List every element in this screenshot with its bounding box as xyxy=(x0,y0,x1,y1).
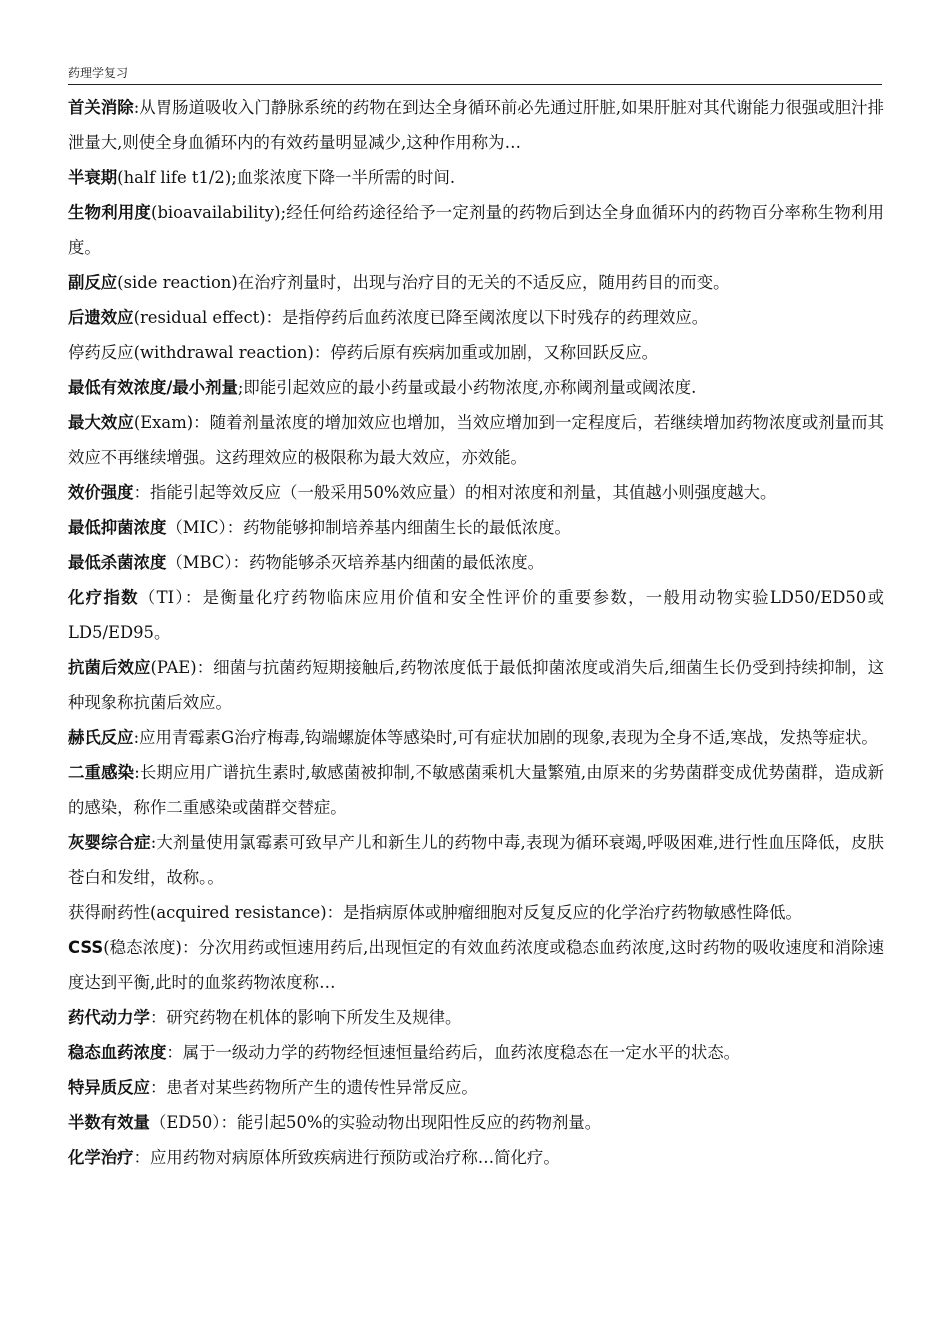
glossary-entry xyxy=(68,825,884,895)
entry-term: 半数有效量 xyxy=(68,1113,150,1132)
entry-definition: ：研究药物在机体的影响下所发生及规律。 xyxy=(149,1008,462,1027)
glossary-entry xyxy=(68,720,884,755)
entry-definition: (withdrawal reaction)：停药后原有疾病加重或加剧，又称回跃反应。 xyxy=(133,343,659,362)
entry-definition: (PAE)：细菌与抗菌药短期接触后,药物浓度低于最低抑菌浓度或消失后,细菌生长仍受到持续抑制，这种现象称抗菌后效应。 xyxy=(68,658,884,712)
glossary-content xyxy=(68,90,884,1175)
entry-term: 特异质反应 xyxy=(68,1078,150,1097)
entry-definition: (bioavailability);经任何给药途径给予一定剂量的药物后到达全身血循环内的药物百分率称生物利用度。 xyxy=(68,203,884,257)
entry-term: 半衰期 xyxy=(68,168,118,187)
glossary-entry xyxy=(68,265,884,300)
entry-definition: :大剂量使用氯霉素可致早产儿和新生儿的药物中毒,表现为循环衰竭,呼吸困难,进行性血压降低，皮肤苍白和发绀，故称。。 xyxy=(68,833,884,887)
entry-term: 副反应 xyxy=(68,273,118,292)
entry-term: 效价强度 xyxy=(68,483,134,502)
entry-definition: (Exam)：随着剂量浓度的增加效应也增加，当效应增加到一定程度后，若继续增加药物浓度或剂量而其效应不再继续增强。这药理效应的极限称为最大效应，亦效能。 xyxy=(68,413,885,467)
glossary-entry xyxy=(68,895,884,930)
glossary-entry xyxy=(68,195,884,265)
entry-definition: ：应用药物对病原体所致疾病进行预防或治疗称…简化疗。 xyxy=(133,1148,560,1167)
entry-term: 最低杀菌浓度 xyxy=(68,553,167,572)
entry-term: 化学治疗 xyxy=(68,1148,134,1167)
entry-definition: ：属于一级动力学的药物经恒速恒量给药后，血药浓度稳态在一定水平的状态。 xyxy=(166,1043,741,1062)
entry-definition: (residual effect)：是指停药后血药浓度已降至阈浓度以下时残存的药理效应。 xyxy=(133,308,709,327)
glossary-entry xyxy=(68,335,884,370)
glossary-entry xyxy=(68,930,884,1000)
entry-definition: :从胃肠道吸收入门静脉系统的药物在到达全身循环前必先通过肝脏,如果肝脏对其代谢能力很强或胆汁排泄量大,则使全身血循环内的有效药量明显减少,这种作用称为… xyxy=(68,98,884,152)
glossary-entry xyxy=(68,160,884,195)
glossary-entry xyxy=(68,475,884,510)
glossary-entry xyxy=(68,1070,884,1105)
entry-term: 最低有效浓度/最小剂量 xyxy=(68,378,238,397)
entry-definition: (half life t1/2);血浆浓度下降一半所需的时间. xyxy=(117,168,456,187)
entry-term: 二重感染 xyxy=(68,763,135,782)
glossary-entry xyxy=(68,300,884,335)
entry-definition: :应用青霉素G治疗梅毒,钩端螺旋体等感染时,可有症状加剧的现象,表现为全身不适,寒战，发热等症状。 xyxy=(133,728,878,747)
entry-term: 抗菌后效应 xyxy=(68,658,151,677)
entry-definition: （MBC）：药物能够杀灭培养基内细菌的最低浓度。 xyxy=(166,553,545,572)
entry-definition: (side reaction)在治疗剂量时，出现与治疗目的无关的不适反应，随用药目的而变。 xyxy=(117,273,730,292)
entry-term: 后遗效应 xyxy=(68,308,134,327)
glossary-entry xyxy=(68,1140,884,1175)
entry-term: 停药反应 xyxy=(68,343,134,362)
entry-term: CSS xyxy=(68,938,104,957)
entry-term: 最大效应 xyxy=(68,413,134,432)
glossary-entry xyxy=(68,370,884,405)
entry-definition: （MIC）：药物能够抑制培养基内细菌生长的最低浓度。 xyxy=(166,518,571,537)
entry-term: 赫氏反应 xyxy=(68,728,134,747)
glossary-entry xyxy=(68,90,884,160)
page-header xyxy=(68,62,882,85)
glossary-entry xyxy=(68,1035,884,1070)
entry-term: 稳态血药浓度 xyxy=(68,1043,167,1062)
entry-definition: ：患者对某些药物所产生的遗传性异常反应。 xyxy=(149,1078,478,1097)
glossary-entry xyxy=(68,1000,884,1035)
glossary-entry xyxy=(68,650,884,720)
entry-definition: （TI）：是衡量化疗药物临床应用价值和安全性评价的重要参数，一般用动物实验LD50/ED50或LD5/ED95。 xyxy=(68,588,885,642)
entry-term: 药代动力学 xyxy=(68,1008,150,1027)
entry-definition: ;即能引起效应的最小药量或最小药物浓度,亦称阈剂量或阈浓度. xyxy=(237,378,697,397)
glossary-entry xyxy=(68,405,884,475)
entry-definition: （ED50）：能引起50%的实验动物出现阳性反应的药物剂量。 xyxy=(149,1113,602,1132)
entry-term: 首关消除 xyxy=(68,98,134,117)
entry-definition: :长期应用广谱抗生素时,敏感菌被抑制,不敏感菌乘机大量繁殖,由原来的劣势菌群变成优势菌群，造成新的感染，称作二重感染或菌群交替症。 xyxy=(68,763,884,817)
glossary-entry xyxy=(68,545,884,580)
entry-definition: (稳态浓度)：分次用药或恒速用药后,出现恒定的有效血药浓度或稳态血药浓度,这时药物的吸收速度和消除速度达到平衡,此时的血浆药物浓度称… xyxy=(68,938,884,992)
glossary-entry xyxy=(68,510,884,545)
entry-definition: (acquired resistance)：是指病原体或肿瘤细胞对反复反应的化学治疗药物敏感性降低。 xyxy=(149,903,802,922)
page-header-title: 药理学复习 xyxy=(68,66,129,80)
glossary-entry xyxy=(68,755,884,825)
glossary-entry xyxy=(68,580,884,650)
entry-term: 化疗指数 xyxy=(68,588,139,607)
entry-term: 生物利用度 xyxy=(68,203,152,222)
entry-definition: ：指能引起等效反应（一般采用50%效应量）的相对浓度和剂量，其值越小则强度越大。 xyxy=(133,483,777,502)
entry-term: 获得耐药性 xyxy=(68,903,150,922)
entry-term: 灰婴综合症 xyxy=(68,833,151,852)
entry-term: 最低抑菌浓度 xyxy=(68,518,167,537)
glossary-entry xyxy=(68,1105,884,1140)
